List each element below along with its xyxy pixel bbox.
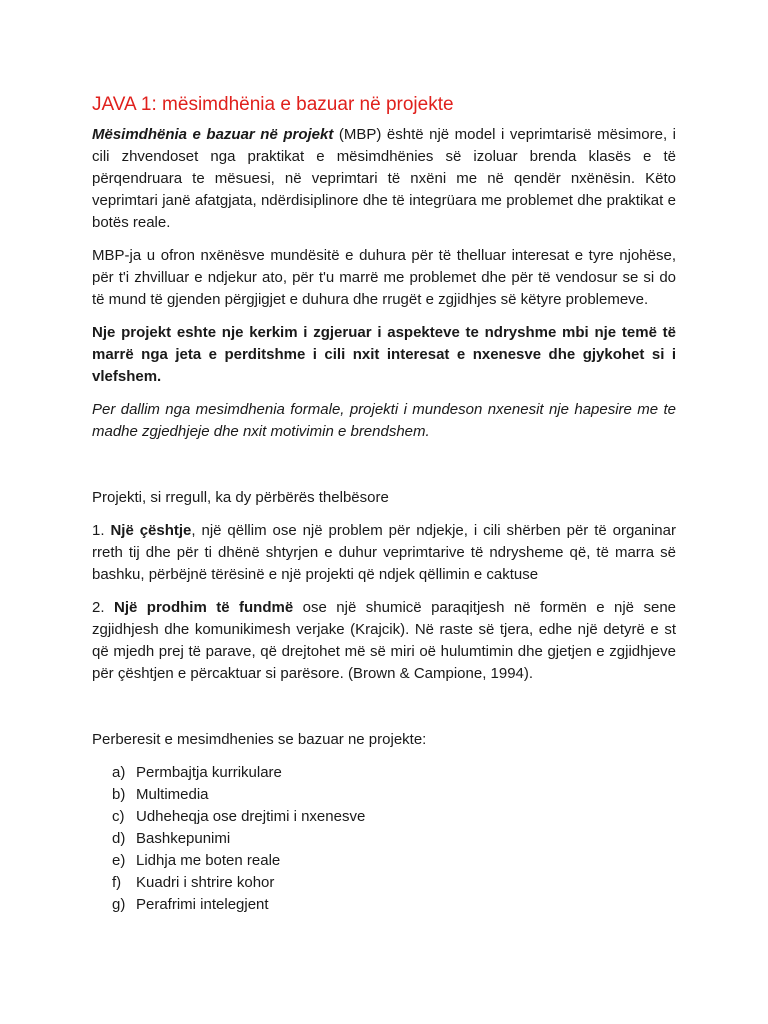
intro-rest: (MBP) është një model i veprimtarisë mësimore, i cili zhvendoset nga praktikat e mësimdhënies së izoluar brenda klasës e të përqendruara te mësuesi, në veprimtari të nxëni me në qendër nxënësin. Këto veprimtari janë afatgjata, ndërdisiplinore dhe të integrüara me problemet dhe praktikat e botës reale. [92,126,676,231]
component-item-1 [92,520,676,586]
component-item-text: ose një shumicë paraqitjesh në formën e një sene zgjidhjesh dhe komunikimesh verjake (Krajcik). Në raste së tjera, edhe një detyrë e st që mjedh prej të parave, që drejtohet më së miri oë hulumtimin dhe gjetjen e zgjidhjeve për çështjen e përcaktuar si parësore. (Brown & Campione, 1994). [92,599,677,682]
list-marker: c) [112,808,125,825]
paragraph-project-definition: Nje projekt eshte nje kerkim i zgjeruar i aspekteve te ndryshme mbi nje temë të marrë nga jeta e perditshme i cili nxit interesat e nxenesve dhe gjykohet si i vlefshem. [92,324,676,385]
list-item [92,872,676,894]
intro-paragraph [92,124,676,234]
intro-lead: Mësimdhënia e bazuar në projekt [92,126,334,143]
component-item-number: 1. [92,522,105,539]
paragraph-elements-intro: Perberesit e mesimdhenies se bazuar ne projekte: [92,731,427,748]
spacer [92,696,676,729]
list-marker: g) [112,896,126,913]
component-item-number: 2. [92,599,105,616]
list-marker: b) [112,786,126,803]
list-item-label: Bashkepunimi [136,830,231,847]
list-item [92,784,676,806]
list-item [92,762,676,784]
component-item-lead: Një prodhim të fundmë [113,599,294,616]
list-item [92,894,676,916]
list-item-label: Lidhja me boten reale [136,852,281,869]
list-item-label: Perafrimi intelegjent [136,896,269,913]
list-item-label: Kuadri i shtrire kohor [136,874,275,891]
list-marker: f) [112,874,122,891]
component-item-lead: Një çështje [110,522,192,539]
paragraph-mbp-offers: MBP-ja u ofron nxënësve mundësitë e duhura për të thelluar interesat e tyre njohëse, për t'i zhvilluar e ndjekur ato, për t'u marrë me problemet dhe për të vendosur se si do të mund të gjenden përgjigjet e duhura dhe rrugët e zgjidhjes së këtyre problemeve. [92,247,676,308]
component-item-2 [92,597,676,685]
list-marker: d) [112,830,126,847]
component-item-text: , një qëllim ose një problem për ndjekje, i cili shërben për të organinar rreth tij dhe për ti dhënë shtyrjen e duhur veprimtarive të ndrysheme që, të marra së bashku, përbëjnë tërësinë e një projekti që ndjek qëllimin e caktuse [92,522,676,583]
list-item [92,850,676,872]
paragraph-formal-contrast: Per dallim nga mesimdhenia formale, projekti i mundeson nxenesit nje hapesire me te madhe zgjedhjeje dhe nxit motivimin e brendshem. [92,401,676,440]
list-item-label: Udheheqja ose drejtimi i nxenesve [136,808,366,825]
spacer [92,454,676,487]
list-marker: e) [112,852,126,869]
list-item [92,806,676,828]
list-marker: a) [112,764,126,781]
list-item [92,828,676,850]
list-item-label: Multimedia [136,786,209,803]
elements-list [92,762,676,916]
list-item-label: Permbajtja kurrikulare [136,764,282,781]
page-title: JAVA 1: mësimdhënia e bazuar në projekte [92,94,454,115]
paragraph-components-intro: Projekti, si rregull, ka dy përbërës thelbësore [92,489,389,506]
